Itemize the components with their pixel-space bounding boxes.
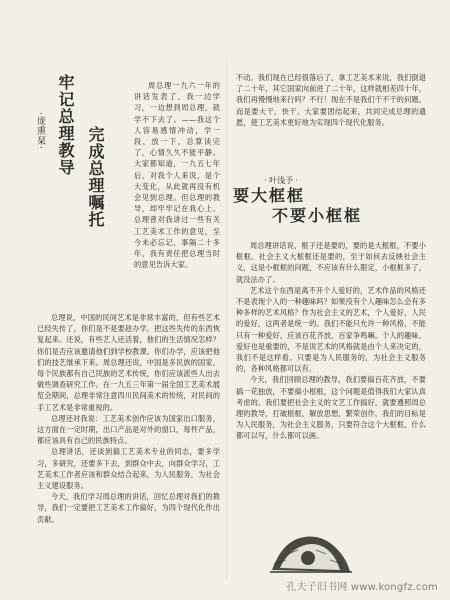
- article-title-block: [28, 70, 138, 330]
- article-subtitle-line2: 不要小框框: [272, 206, 363, 225]
- paragraph: 不动。我们现在已经很落后了，拿工艺美术来说，我们倒退了二十年，其它国家向前进了二十年，这样就相差四十年，我们再慢慢地来行吗？不行！现在不是我们干不干的问题，而是要大干，快干。大家要团结起来，共同完成总理的遗愿，使工艺美术更好地为实现四个现代化服务。: [236, 73, 426, 127]
- paragraph: 周总理一九六一年的讲话发表了，我一边学习，一边想到周总理，就学不下去了。——我这个人容易感情冲动，学一段，放一下，总算读完了，心情久久不能平静。大家都知道，一九五七年后，对我个人来说，是个大变化，从此就再没有机会见到总理。但总理的教导，却牢牢记在我心上。总理曾对我讲过一些有关工艺美术工作的意见，至今未必忘记，事隔二十多年，我有责任把总理当时的意见告诉大家。: [134, 81, 220, 270]
- paragraph: 总理说，中国的民间艺术是非常丰富的，但有些艺术已经失传了，你们是不是要趁办学，把这些失传的东西恢复起来。还说，有些艺人还活着，他们的生活情况怎样？你们是否应该邀请他们到学校教课。你们办学，应该把他们的技艺继承下来。周总理还说，中国是多民族的国家，每个民族都有自己民族的艺术传统，你们应该派些人出去做些调查研究工作。在一九五三年第一届全国工艺美术展览会期间，总理非常注意四川民间美术的传统，对民间的手工艺术是非常重视的。: [37, 313, 220, 412]
- article-subtitle-line1: 要大框框: [233, 186, 306, 205]
- paragraph: 今天，我们回顾总理的教导，我们要搞百花齐放，不要搞一花独放，不要搞小框框，这个问题是值得我们大家认真考虑的。我们要把社会主义的文艺工作搞好，就要遵照周总理的教导，打破框框，解放思想，繁荣创作。我们的目标是为人民服务，为社会主义服务，只要符合这个大框框，什么都可以写，什么都可以画。: [236, 375, 426, 441]
- right-column-bottom: [236, 240, 426, 508]
- paragraph: 艺术这个东西是离不开个人爱好的，艺术作品的风格还不是表现个人的一种趣味吗？如果没有个人趣味怎么会有多种多样的艺术风格？作为社会主义的艺术，个人爱好，人民的爱好，这两者是统一的。我们不能只允许一种风格，不能只有一种爱好，应该百花齐放，百家争鸣嘛。个人的趣味、爱好也是重要的，不是说艺术的风格就是由个人来决定的，我们不是这样看。只要是为人民服务的，为社会主义服务的，各种风格都可以有。: [236, 285, 426, 374]
- column-divider: [226, 58, 227, 578]
- woodcut-illustration: [264, 524, 356, 578]
- article-title-line2: 完成总理嘱托: [86, 126, 105, 228]
- article-title-line1: 牢记总理教导: [56, 74, 75, 176]
- article-byline: · 叶浅予 ·: [264, 176, 299, 185]
- paragraph: 今天，我们学习周总理的讲话，回忆总理对我们的教导，我们一定要把工艺美术工作搞好，为四个现代化作出贡献。: [37, 492, 220, 524]
- paragraph: 周总理讲话说，框子还是要的，要的是大框框，不要小框框。社会主义大框框还是要的，至于如何去反映社会主义，这是小框框的问题，不应该有什么限定，小框框多了，就没法办了。: [236, 241, 426, 284]
- watermark: 孔夫子旧书网 www.kongfz.com: [286, 582, 438, 593]
- left-column-top: [134, 80, 220, 310]
- left-column-bottom: [37, 312, 220, 594]
- article-author: ·庞熏琹·: [35, 112, 45, 150]
- paragraph: 总理还对我说：工艺美术创作应该为国家出口服务，这方面在一定时期，出口产品是对外的窗口，每件产品，都应该具有自己的民族特点。: [37, 413, 220, 446]
- paragraph: 总理讲话，还谈到搞工艺美术专业的同志，要多学习，多研究，还要多下去，到群众中去，向群众学习，工艺美术工作者应该和群众结合起来，为人民服务，为社会主义建设服务。: [37, 447, 220, 491]
